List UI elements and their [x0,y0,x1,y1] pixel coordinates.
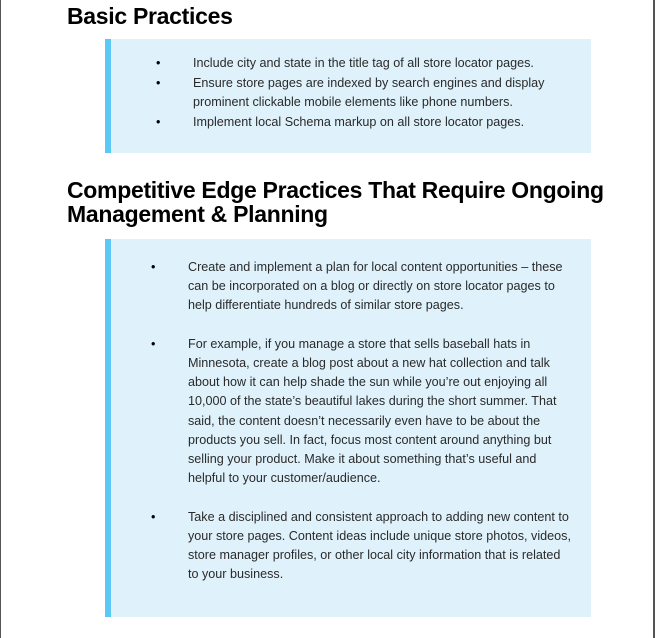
competitive-practices-callout [105,239,591,617]
bullet-icon: • [151,336,156,351]
list-item: • Ensure store pages are indexed by search engines and display prominent clickable mobile elements like phone numbers. [156,75,545,110]
competitive-practices-heading: Competitive Edge Practices That Require Ongoing Management & Planning [67,177,604,227]
list-item: • Implement local Schema markup on all store locator pages. [156,113,576,133]
list-item: • Take a disciplined and consistent approach to adding new content to your store pages. Content ideas include unique store photos, videos, store manager profiles, or other local city information that is related to your business. [151,509,571,582]
bullet-icon: • [156,115,161,130]
list-item: • Create and implement a plan for local content opportunities – these can be incorporated on a blog or directly on store locator pages to help differentiate hundreds of similar store pages. [151,260,563,313]
bullet-icon: • [156,75,161,90]
basic-practices-heading: Basic Practices [67,3,233,29]
list-item: • Include city and state in the title tag of all store locator pages. [156,54,576,74]
basic-practices-list [156,54,576,133]
list-item: • For example, if you manage a store that sells baseball hats in Minnesota, create a blog post about a new hat collection and talk about how it can help shade the sun while you’re out enjoying all 10,000 of the state’s beautiful lakes during the short summer. That said, the content doesn’t necessarily even have to be about the products you sell. In fact, focus most content around anything but selling your product. Make it about something that’s useful and helpful to your customer/audience. [151,336,557,486]
bullet-icon: • [151,260,156,274]
bullet-icon: • [156,56,161,70]
basic-practices-callout [105,39,591,153]
bullet-icon: • [151,509,156,524]
competitive-practices-list [151,258,571,604]
